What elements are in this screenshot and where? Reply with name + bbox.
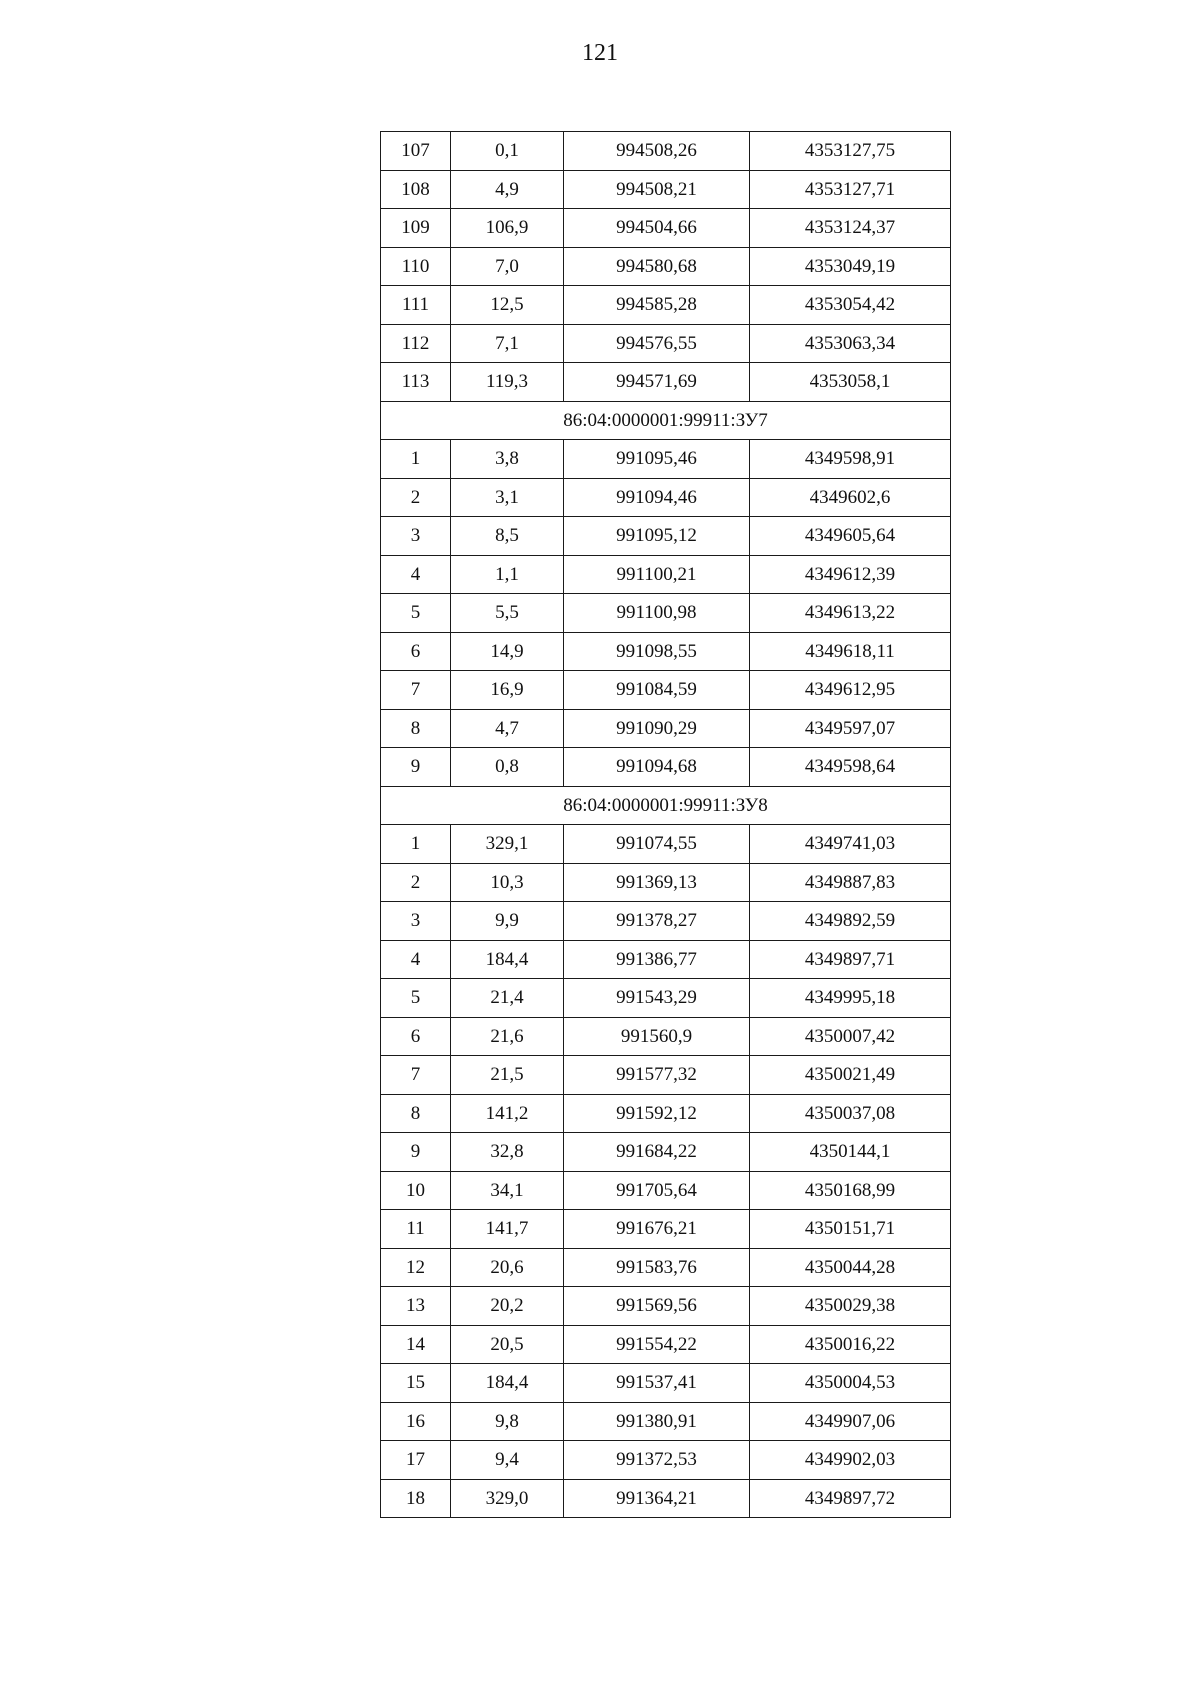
y-coordinate-cell: 4350007,42 (750, 1017, 951, 1056)
table-row (381, 1441, 951, 1480)
table-row (381, 709, 951, 748)
point-number-cell: 111 (381, 286, 451, 325)
point-number-cell: 14 (381, 1325, 451, 1364)
distance-cell: 16,9 (451, 671, 564, 710)
point-number-cell: 109 (381, 209, 451, 248)
y-coordinate-cell: 4349907,06 (750, 1402, 951, 1441)
x-coordinate-cell: 994508,26 (564, 132, 750, 171)
table-row (381, 1479, 951, 1518)
point-number-cell: 3 (381, 902, 451, 941)
parcel-section-header-row (381, 401, 951, 440)
x-coordinate-cell: 991084,59 (564, 671, 750, 710)
x-coordinate-cell: 994576,55 (564, 324, 750, 363)
x-coordinate-cell: 991560,9 (564, 1017, 750, 1056)
x-coordinate-cell: 991095,12 (564, 517, 750, 556)
point-number-cell: 7 (381, 1056, 451, 1095)
distance-cell: 20,2 (451, 1287, 564, 1326)
table-row (381, 1094, 951, 1133)
y-coordinate-cell: 4349897,72 (750, 1479, 951, 1518)
y-coordinate-cell: 4349902,03 (750, 1441, 951, 1480)
table-row (381, 170, 951, 209)
point-number-cell: 5 (381, 594, 451, 633)
y-coordinate-cell: 4349741,03 (750, 825, 951, 864)
point-number-cell: 2 (381, 863, 451, 902)
y-coordinate-cell: 4349892,59 (750, 902, 951, 941)
y-coordinate-cell: 4349605,64 (750, 517, 951, 556)
table-row (381, 1133, 951, 1172)
point-number-cell: 1 (381, 440, 451, 479)
x-coordinate-cell: 991537,41 (564, 1364, 750, 1403)
table-row (381, 1287, 951, 1326)
y-coordinate-cell: 4350044,28 (750, 1248, 951, 1287)
x-coordinate-cell: 991095,46 (564, 440, 750, 479)
distance-cell: 4,9 (451, 170, 564, 209)
distance-cell: 3,8 (451, 440, 564, 479)
y-coordinate-cell: 4350144,1 (750, 1133, 951, 1172)
point-number-cell: 17 (381, 1441, 451, 1480)
x-coordinate-cell: 991369,13 (564, 863, 750, 902)
table-row (381, 1248, 951, 1287)
point-number-cell: 18 (381, 1479, 451, 1518)
table-row (381, 517, 951, 556)
table-row (381, 1171, 951, 1210)
point-number-cell: 4 (381, 940, 451, 979)
x-coordinate-cell: 991577,32 (564, 1056, 750, 1095)
x-coordinate-cell: 994580,68 (564, 247, 750, 286)
distance-cell: 0,8 (451, 748, 564, 787)
point-number-cell: 9 (381, 748, 451, 787)
table-row (381, 132, 951, 171)
y-coordinate-cell: 4353054,42 (750, 286, 951, 325)
x-coordinate-cell: 991372,53 (564, 1441, 750, 1480)
x-coordinate-cell: 991364,21 (564, 1479, 750, 1518)
x-coordinate-cell: 994571,69 (564, 363, 750, 402)
table-row (381, 671, 951, 710)
point-number-cell: 108 (381, 170, 451, 209)
point-number-cell: 13 (381, 1287, 451, 1326)
distance-cell: 14,9 (451, 632, 564, 671)
y-coordinate-cell: 4350021,49 (750, 1056, 951, 1095)
x-coordinate-cell: 991094,46 (564, 478, 750, 517)
point-number-cell: 8 (381, 1094, 451, 1133)
x-coordinate-cell: 994585,28 (564, 286, 750, 325)
x-coordinate-cell: 991378,27 (564, 902, 750, 941)
table-row (381, 440, 951, 479)
y-coordinate-cell: 4349897,71 (750, 940, 951, 979)
point-number-cell: 6 (381, 632, 451, 671)
x-coordinate-cell: 991090,29 (564, 709, 750, 748)
point-number-cell: 5 (381, 979, 451, 1018)
distance-cell: 9,8 (451, 1402, 564, 1441)
distance-cell: 21,6 (451, 1017, 564, 1056)
point-number-cell: 112 (381, 324, 451, 363)
distance-cell: 21,5 (451, 1056, 564, 1095)
point-number-cell: 6 (381, 1017, 451, 1056)
table-row (381, 594, 951, 633)
y-coordinate-cell: 4349598,91 (750, 440, 951, 479)
distance-cell: 20,5 (451, 1325, 564, 1364)
y-coordinate-cell: 4350004,53 (750, 1364, 951, 1403)
table-row (381, 478, 951, 517)
coordinates-table (380, 131, 951, 1518)
distance-cell: 329,0 (451, 1479, 564, 1518)
x-coordinate-cell: 994504,66 (564, 209, 750, 248)
distance-cell: 7,0 (451, 247, 564, 286)
distance-cell: 106,9 (451, 209, 564, 248)
table-row (381, 1364, 951, 1403)
page-number: 121 (582, 40, 618, 66)
point-number-cell: 10 (381, 1171, 451, 1210)
distance-cell: 0,1 (451, 132, 564, 171)
distance-cell: 5,5 (451, 594, 564, 633)
distance-cell: 184,4 (451, 940, 564, 979)
x-coordinate-cell: 991684,22 (564, 1133, 750, 1172)
y-coordinate-cell: 4349887,83 (750, 863, 951, 902)
distance-cell: 9,4 (451, 1441, 564, 1480)
table-row (381, 247, 951, 286)
table-row (381, 748, 951, 787)
point-number-cell: 3 (381, 517, 451, 556)
point-number-cell: 11 (381, 1210, 451, 1249)
table-row (381, 1210, 951, 1249)
x-coordinate-cell: 991386,77 (564, 940, 750, 979)
x-coordinate-cell: 994508,21 (564, 170, 750, 209)
distance-cell: 4,7 (451, 709, 564, 748)
parcel-section-header-row (381, 786, 951, 825)
x-coordinate-cell: 991676,21 (564, 1210, 750, 1249)
table-row (381, 555, 951, 594)
y-coordinate-cell: 4349618,11 (750, 632, 951, 671)
x-coordinate-cell: 991100,21 (564, 555, 750, 594)
y-coordinate-cell: 4349995,18 (750, 979, 951, 1018)
y-coordinate-cell: 4353124,37 (750, 209, 951, 248)
distance-cell: 184,4 (451, 1364, 564, 1403)
distance-cell: 34,1 (451, 1171, 564, 1210)
table-row (381, 979, 951, 1018)
table-row (381, 1402, 951, 1441)
table-row (381, 363, 951, 402)
point-number-cell: 110 (381, 247, 451, 286)
table-row (381, 863, 951, 902)
point-number-cell: 2 (381, 478, 451, 517)
point-number-cell: 8 (381, 709, 451, 748)
table-row (381, 825, 951, 864)
distance-cell: 12,5 (451, 286, 564, 325)
y-coordinate-cell: 4350016,22 (750, 1325, 951, 1364)
distance-cell: 7,1 (451, 324, 564, 363)
y-coordinate-cell: 4349613,22 (750, 594, 951, 633)
y-coordinate-cell: 4353049,19 (750, 247, 951, 286)
table-row (381, 286, 951, 325)
point-number-cell: 9 (381, 1133, 451, 1172)
point-number-cell: 12 (381, 1248, 451, 1287)
distance-cell: 329,1 (451, 825, 564, 864)
distance-cell: 21,4 (451, 979, 564, 1018)
distance-cell: 141,2 (451, 1094, 564, 1133)
table-row (381, 1325, 951, 1364)
x-coordinate-cell: 991569,56 (564, 1287, 750, 1326)
point-number-cell: 16 (381, 1402, 451, 1441)
parcel-cadastral-number: 86:04:0000001:99911:ЗУ7 (381, 401, 951, 440)
point-number-cell: 15 (381, 1364, 451, 1403)
distance-cell: 1,1 (451, 555, 564, 594)
y-coordinate-cell: 4353127,75 (750, 132, 951, 171)
table-row (381, 632, 951, 671)
x-coordinate-cell: 991380,91 (564, 1402, 750, 1441)
y-coordinate-cell: 4353058,1 (750, 363, 951, 402)
y-coordinate-cell: 4350168,99 (750, 1171, 951, 1210)
distance-cell: 20,6 (451, 1248, 564, 1287)
table-row (381, 324, 951, 363)
distance-cell: 3,1 (451, 478, 564, 517)
x-coordinate-cell: 991592,12 (564, 1094, 750, 1133)
x-coordinate-cell: 991100,98 (564, 594, 750, 633)
distance-cell: 32,8 (451, 1133, 564, 1172)
x-coordinate-cell: 991543,29 (564, 979, 750, 1018)
distance-cell: 8,5 (451, 517, 564, 556)
x-coordinate-cell: 991098,55 (564, 632, 750, 671)
distance-cell: 10,3 (451, 863, 564, 902)
distance-cell: 9,9 (451, 902, 564, 941)
x-coordinate-cell: 991583,76 (564, 1248, 750, 1287)
table-row (381, 209, 951, 248)
x-coordinate-cell: 991094,68 (564, 748, 750, 787)
y-coordinate-cell: 4349598,64 (750, 748, 951, 787)
y-coordinate-cell: 4349612,95 (750, 671, 951, 710)
table-row (381, 1056, 951, 1095)
table-row (381, 1017, 951, 1056)
distance-cell: 141,7 (451, 1210, 564, 1249)
point-number-cell: 4 (381, 555, 451, 594)
y-coordinate-cell: 4350029,38 (750, 1287, 951, 1326)
point-number-cell: 7 (381, 671, 451, 710)
y-coordinate-cell: 4349612,39 (750, 555, 951, 594)
point-number-cell: 1 (381, 825, 451, 864)
coordinates-table-body (381, 132, 951, 1518)
parcel-cadastral-number: 86:04:0000001:99911:ЗУ8 (381, 786, 951, 825)
table-row (381, 940, 951, 979)
x-coordinate-cell: 991074,55 (564, 825, 750, 864)
y-coordinate-cell: 4350151,71 (750, 1210, 951, 1249)
y-coordinate-cell: 4349597,07 (750, 709, 951, 748)
y-coordinate-cell: 4353063,34 (750, 324, 951, 363)
point-number-cell: 107 (381, 132, 451, 171)
distance-cell: 119,3 (451, 363, 564, 402)
y-coordinate-cell: 4349602,6 (750, 478, 951, 517)
point-number-cell: 113 (381, 363, 451, 402)
y-coordinate-cell: 4350037,08 (750, 1094, 951, 1133)
y-coordinate-cell: 4353127,71 (750, 170, 951, 209)
table-row (381, 902, 951, 941)
x-coordinate-cell: 991554,22 (564, 1325, 750, 1364)
x-coordinate-cell: 991705,64 (564, 1171, 750, 1210)
